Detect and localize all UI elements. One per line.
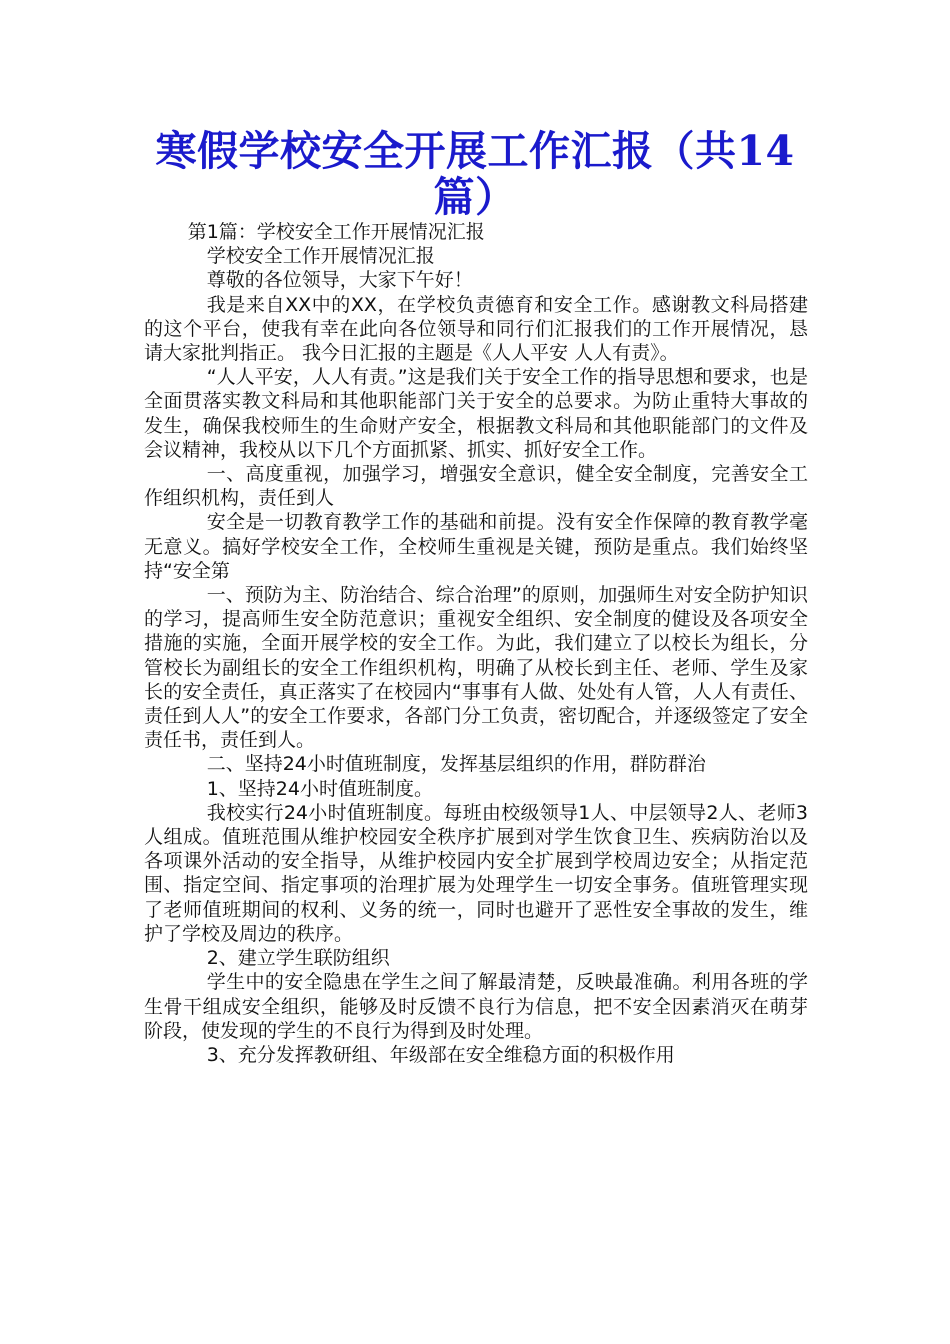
paragraph: 安全是一切教育教学工作的基础和前提。没有安全作保障的教育教学毫无意义。搞好学校安全工作，全校师生重视是关键，预防是重点。我们始终坚持“安全第 bbox=[144, 511, 808, 582]
paragraph: 学生中的安全隐患在学生之间了解最清楚，反映最准确。利用各班的学生骨干组成安全组织，能够及时反馈不良行为信息，把不安全因素消灭在萌芽阶段，使发现的学生的不良行为得到及时处理。 bbox=[144, 971, 808, 1042]
paragraph: 3、充分发挥教研组、年级部在安全维稳方面的积极作用 bbox=[206, 1043, 675, 1066]
section-heading: 第1篇：学校安全工作开展情况汇报 bbox=[187, 221, 485, 243]
paragraph: 学校安全工作开展情况汇报 bbox=[206, 245, 435, 268]
document-title: 寒假学校安全开展工作汇报（共14篇） bbox=[155, 127, 795, 221]
paragraph: 一、预防为主、防治结合、综合治理”的原则，加强师生对安全防护知识的学习，提高师生安全防范意识；重视安全组织、安全制度的健设及各项安全措施的实施，全面开展学校的安全工作。为此，我们建立了以校长为组长，分管校长为副组长的安全工作组织机构，明确了从校长到主任、老师、学生及家长的安全责任，真正落实了在校园内“事事有人做、处处有人管，人人有责任、责任到人人”的安全工作要求，各部门分工负责，密切配合，并逐级签定了安全责任书，责任到人。 bbox=[144, 584, 808, 752]
paragraph: 1、坚持24小时值班制度。 bbox=[206, 777, 433, 800]
paragraph: 2、建立学生联防组织 bbox=[206, 947, 390, 970]
paragraph: “人人平安，人人有责。”这是我们关于安全工作的指导思想和要求，也是全面贯落实教文科局和其他职能部门关于安全的总要求。为防止重特大事故的发生，确保我校师生的生命财产安全，根据教文科局和其他职能部门的文件及会议精神，我校从以下几个方面抓紧、抓实、抓好安全工作。 bbox=[144, 366, 808, 461]
paragraph: 我校实行24小时值班制度。每班由校级领导1人、中层领导2人、老师3人组成。值班范围从维护校园安全秩序扩展到对学生饮食卫生、疾病防治以及各项课外活动的安全指导，从维护校园内安全扩展到学校周边安全；从指定范围、指定空间、指定事项的治理扩展为处理学生一切安全事务。值班管理实现了老师值班期间的权利、义务的统一，同时也避开了恶性安全事故的发生，维护了学校及周边的秩序。 bbox=[144, 801, 808, 945]
paragraph: 我是来自XX中的XX，在学校负责德育和安全工作。感谢教文科局搭建的这个平台，使我有幸在此向各位领导和同行们汇报我们的工作开展情况，恳请大家批判指正。 我今日汇报的主题是《人人平安 人人有责》。 bbox=[144, 293, 808, 365]
document-body bbox=[144, 220, 808, 1067]
paragraph: 尊敬的各位领导，大家下午好！ bbox=[206, 269, 473, 292]
paragraph: 一、高度重视，加强学习，增强安全意识，健全安全制度，完善安全工作组织机构，责任到人 bbox=[144, 463, 808, 510]
paragraph: 二、坚持24小时值班制度，发挥基层组织的作用，群防群治 bbox=[206, 753, 706, 776]
